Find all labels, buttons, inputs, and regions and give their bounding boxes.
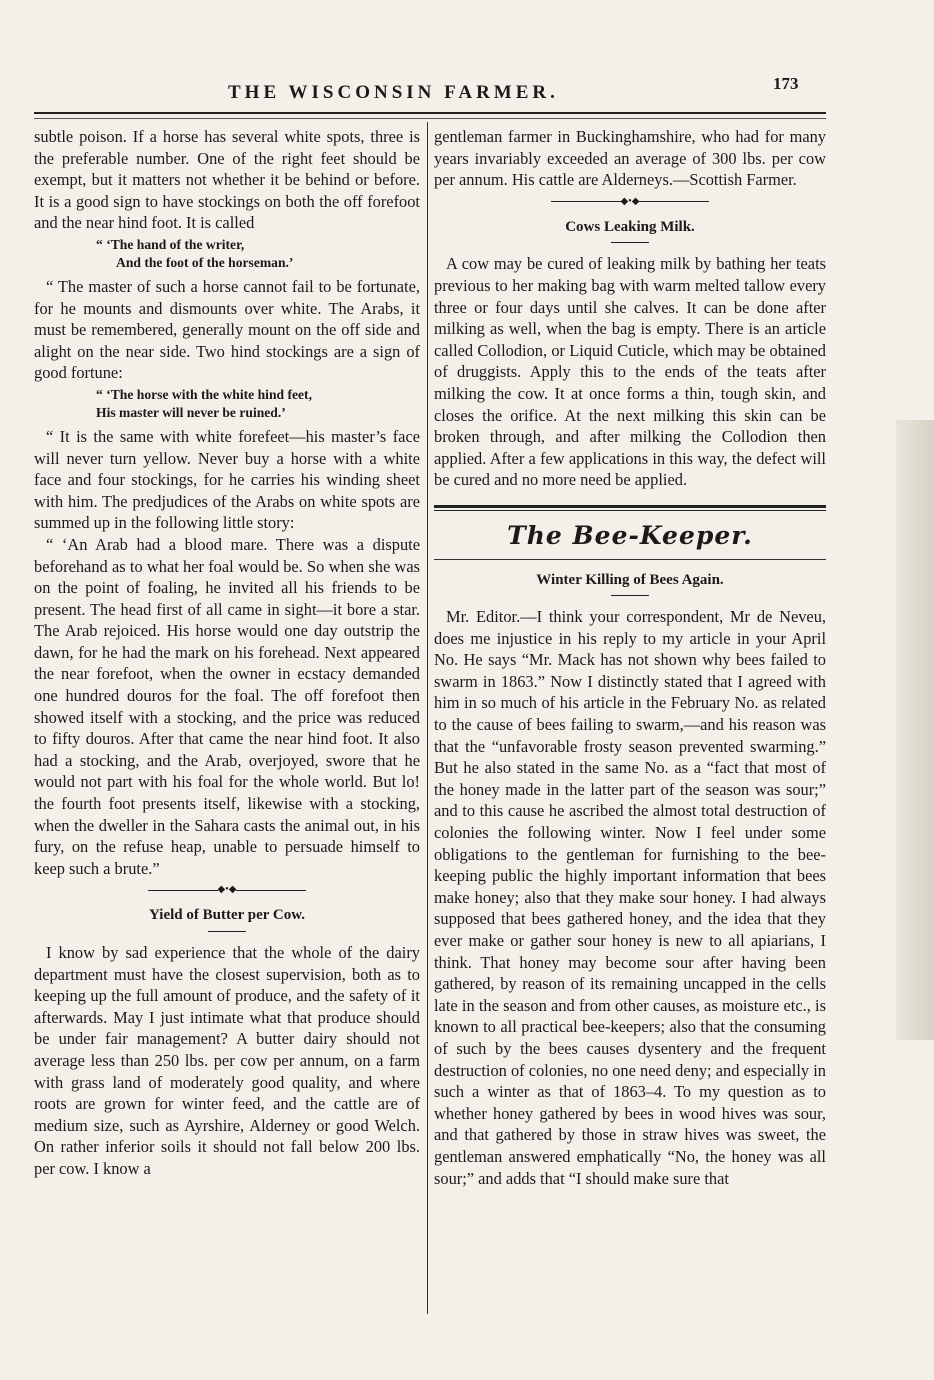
- page-number: 173: [773, 74, 799, 93]
- section-rule: [434, 559, 826, 560]
- paragraph: “ ‘An Arab had a blood mare. There was a dispute beforehand as to what her foal would be. So when she was on the point of foaling, he invited all his friends to be present. The head first of all came in sight—it bore a star. The Arab rejoiced. His horse would one day outstrip the dawn, for he had the mark on his forehead. Next appeared the near forefoot, when the owner in ecstacy demanded one hundred douros for the foal. The off forefoot then showed itself with a stocking, and the price was reduced to fifty douros. After that came the near hind foot. It also had a stocking, and the Arab, overjoyed, swore that he would not part with his foal for the whole world. But lo! the fourth foot presents itself, likewise with a stocking, when the dweller in the Sahara casts the animal out, in his fury, on the refuse heap, unable to persuade himself to keep such a brute.”: [34, 534, 420, 878]
- article-title-bees: Winter Killing of Bees Again.: [536, 571, 724, 588]
- article-title-cows: Cows Leaking Milk.: [565, 218, 695, 235]
- page-header-title: THE WISCONSIN FARMER.: [228, 82, 559, 103]
- header-rule-thin: [34, 118, 826, 119]
- verse-line: “ ‘The horse with the white hind feet,: [96, 386, 312, 402]
- title-rule: [611, 242, 649, 243]
- right-column: [434, 126, 826, 1189]
- header-rule: [34, 112, 826, 114]
- title-rule: [611, 595, 649, 596]
- verse-line: His master will never be ruined.’: [96, 404, 286, 420]
- section-ornament: ◆•◆: [434, 197, 826, 207]
- section-double-rule: [434, 505, 826, 511]
- verse-quote: [96, 386, 420, 422]
- paragraph: A cow may be cured of leaking milk by bathing her teats previous to her making bag with warm melted tallow every three or four days until she calves. It can be done after milking as well, when the bag is empty. There is an article called Collodion, or Liquid Cuticle, which may be obtained of druggists. Apply this to the ends of the teats after milking the cow. It at once forms a thin, tough skin, and closes the orifice. At the next milking this skin can be broken through, and after milking the Collodion then applied. After a few applications in this way, the defect will be cured and no more need be applied.: [434, 254, 826, 490]
- paragraph: “ It is the same with white forefeet—his master’s face will never turn yellow. Never buy a horse with a white face and four stockings, for he carries his winding sheet with him. The predjudices of the Arabs on white spots are summed up in the following little story:: [34, 426, 420, 533]
- title-rule: [208, 931, 246, 932]
- verse-quote: [96, 236, 420, 272]
- page-edge-shadow: [896, 420, 934, 1040]
- paragraph: gentleman farmer in Buckinghamshire, who had for many years invariably exceeded an average of 300 lbs. per cow per annum. His cattle are Alderneys.—Scottish Farmer.: [434, 127, 826, 190]
- verse-line: “ ‘The hand of the writer,: [96, 236, 245, 252]
- paragraph: “ The master of such a horse cannot fail to be fortunate, for he mounts and dismounts over white. The Arabs, it must be remembered, generally mount on the off side and alight on the near side. Two hind stockings are a sign of good fortune:: [34, 276, 420, 383]
- section-title-bee-keeper: The Bee-Keeper.: [507, 520, 753, 550]
- column-divider: [427, 122, 428, 1314]
- left-column: [34, 126, 420, 1180]
- verse-line: And the foot of the horseman.’: [116, 254, 294, 270]
- paragraph: I know by sad experience that the whole of the dairy department must have the closest supervision, both as to keeping up the full amount of produce, and the safety of it afterwards. May I just intimate what that produce should be under fair management? A butter dairy should not average less than 250 lbs. per cow per annum, on a farm with grass land of moderately good quality, and where roots are grown for winter feed, and the cattle are of medium size, such as Ayrshire, Alderney or good Welch. On rather inferior soils it should not fall below 200 lbs. per cow. I know a: [34, 943, 420, 1178]
- paragraph: subtle poison. If a horse has several white spots, three is the preferable number. One of the right feet should be exempt, but it matters not whether it be behind or before. It is a good sign to have stockings on both the off forefoot and the near hind foot. It is called: [34, 127, 420, 233]
- paragraph: Mr. Editor.—I think your correspondent, Mr de Neveu, does me injustice in his reply to my article in your April No. He says “Mr. Mack has not shown why bees failed to swarm in 1863.” Now I distinctly stated that I agreed with him in so much of his article in the February No. as related to the cause of bees failing to swarm,—and his reason was that the “unfavorable frosty season prevented swarming.” But he also stated in the same No. as a “fact that most of the honey made in the latter part of the season was sour;” and to this cause he ascribed the almost total destruction of colonies the following winter. Now I feel under some obligations to the gentleman for furnishing to the bee-keeping public the highly important information that bees make honey; also that they make sour honey. I had always supposed that bees gathered honey, and the idea that they ever make or gather sour honey is new to all apiarians, I think. That honey may become sour after having been gathered, by reason of its remaining uncapped in the cells late in the season and from other causes, as moisture etc., is known to all practical bee-keepers; also that the consuming of such by the bees causes dysentery and the frequent destruction of colonies, no one need deny; and especially in such a winter as that of 1863–4. To my question as to whether honey gathered by bees in wood hives was sour, and that gathered by those in straw hives was sweet, the gentleman answered emphatically “No, the honey was all sour;” and adds that “I should make sure that: [434, 607, 826, 1188]
- article-title-butter: Yield of Butter per Cow.: [149, 907, 305, 924]
- section-ornament: ◆•◆: [34, 885, 420, 895]
